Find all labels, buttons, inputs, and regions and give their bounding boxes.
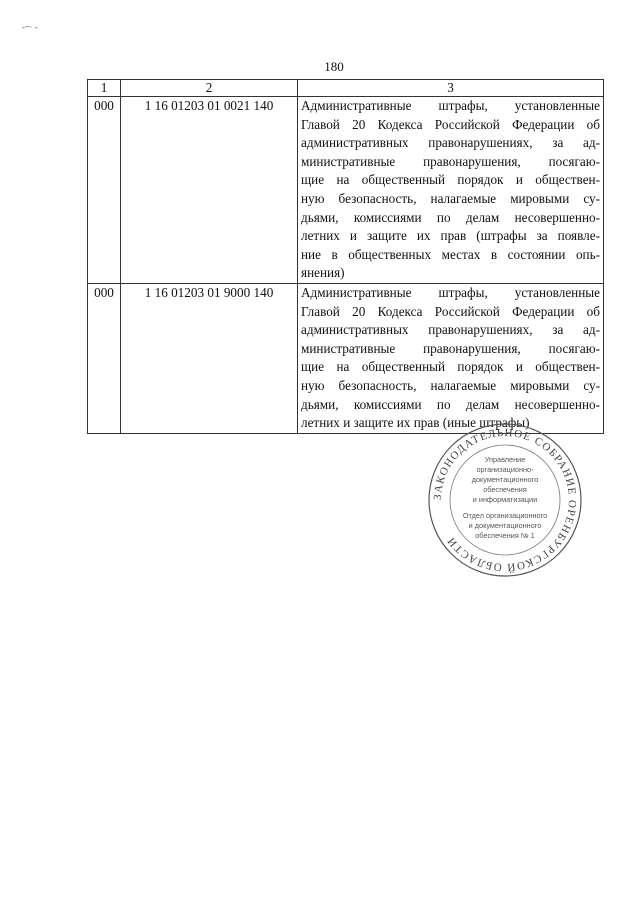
page-number: 180 bbox=[324, 59, 344, 74]
header-col-1: 1 bbox=[88, 80, 121, 97]
table-row bbox=[88, 283, 604, 433]
description-line: щие на общественный порядок и обществен- bbox=[301, 359, 600, 375]
description-line: ную безопасность, налагаемые мировыми су- bbox=[301, 377, 600, 393]
table-header-row bbox=[88, 80, 604, 97]
description-line: Административные штрафы, установленные bbox=[301, 284, 600, 300]
description-line: Административные штрафы, установленные bbox=[301, 98, 600, 113]
budget-code: 1 16 01203 01 9000 140 bbox=[121, 283, 298, 433]
stamp-text: обеспечения № 1 bbox=[475, 531, 535, 540]
budget-codes-table bbox=[87, 79, 604, 434]
header-col-2: 2 bbox=[121, 80, 298, 97]
scan-artifacts: - ̶ · ‐ bbox=[22, 22, 38, 32]
stamp-text: Управление bbox=[484, 455, 526, 464]
description-line: янения) bbox=[301, 265, 345, 281]
budget-code: 1 16 01203 01 0021 140 bbox=[121, 97, 298, 284]
description-line: летних и защите их прав (штрафы за появле- bbox=[301, 228, 600, 244]
stamp-text: организационно- bbox=[476, 465, 534, 474]
stamp-text: обеспечения bbox=[483, 485, 527, 494]
svg-text:ЗАКОНОДАТЕЛЬНОЕ СОБРАНИЕ ОРЕНБ: ЗАКОНОДАТЕЛЬНОЕ СОБРАНИЕ ОРЕНБУРГСКОЙ ОБЛАСТИ bbox=[431, 426, 579, 574]
description-line: летних и защите их прав (иные штрафы) bbox=[301, 415, 530, 431]
description-line: дьями, комиссиями по делам несовершенно- bbox=[301, 396, 600, 412]
description-line: министративные правонарушения, посягаю- bbox=[301, 153, 600, 169]
admin-code: 000 bbox=[88, 283, 121, 433]
stamp-text: и информатизации bbox=[472, 495, 538, 504]
table-row bbox=[88, 97, 604, 284]
stamp-text: документационного bbox=[471, 475, 539, 484]
description-line: министративные правонарушения, посягаю- bbox=[301, 340, 600, 356]
description-line: щие на общественный порядок и обществен- bbox=[301, 172, 600, 188]
official-stamp bbox=[425, 420, 585, 580]
stamp-text: Отдел организационного bbox=[462, 511, 548, 520]
description bbox=[298, 283, 604, 433]
description-line: административных правонарушениях, за ад- bbox=[301, 322, 600, 338]
header-col-3: 3 bbox=[298, 80, 604, 97]
admin-code: 000 bbox=[88, 97, 121, 284]
description-line: дьями, комиссиями по делам несовершенно- bbox=[301, 209, 600, 225]
description-line: ную безопасность, налагаемые мировыми су- bbox=[301, 190, 600, 206]
description-line: административных правонарушениях, за ад- bbox=[301, 135, 600, 151]
description bbox=[298, 97, 604, 284]
description-line: ние в общественных местах в состоянии опь- bbox=[301, 246, 600, 262]
description-line: Главой 20 Кодекса Российской Федерации об bbox=[301, 116, 600, 132]
stamp-text: и документационного bbox=[468, 521, 542, 530]
description-line: Главой 20 Кодекса Российской Федерации об bbox=[301, 303, 600, 319]
